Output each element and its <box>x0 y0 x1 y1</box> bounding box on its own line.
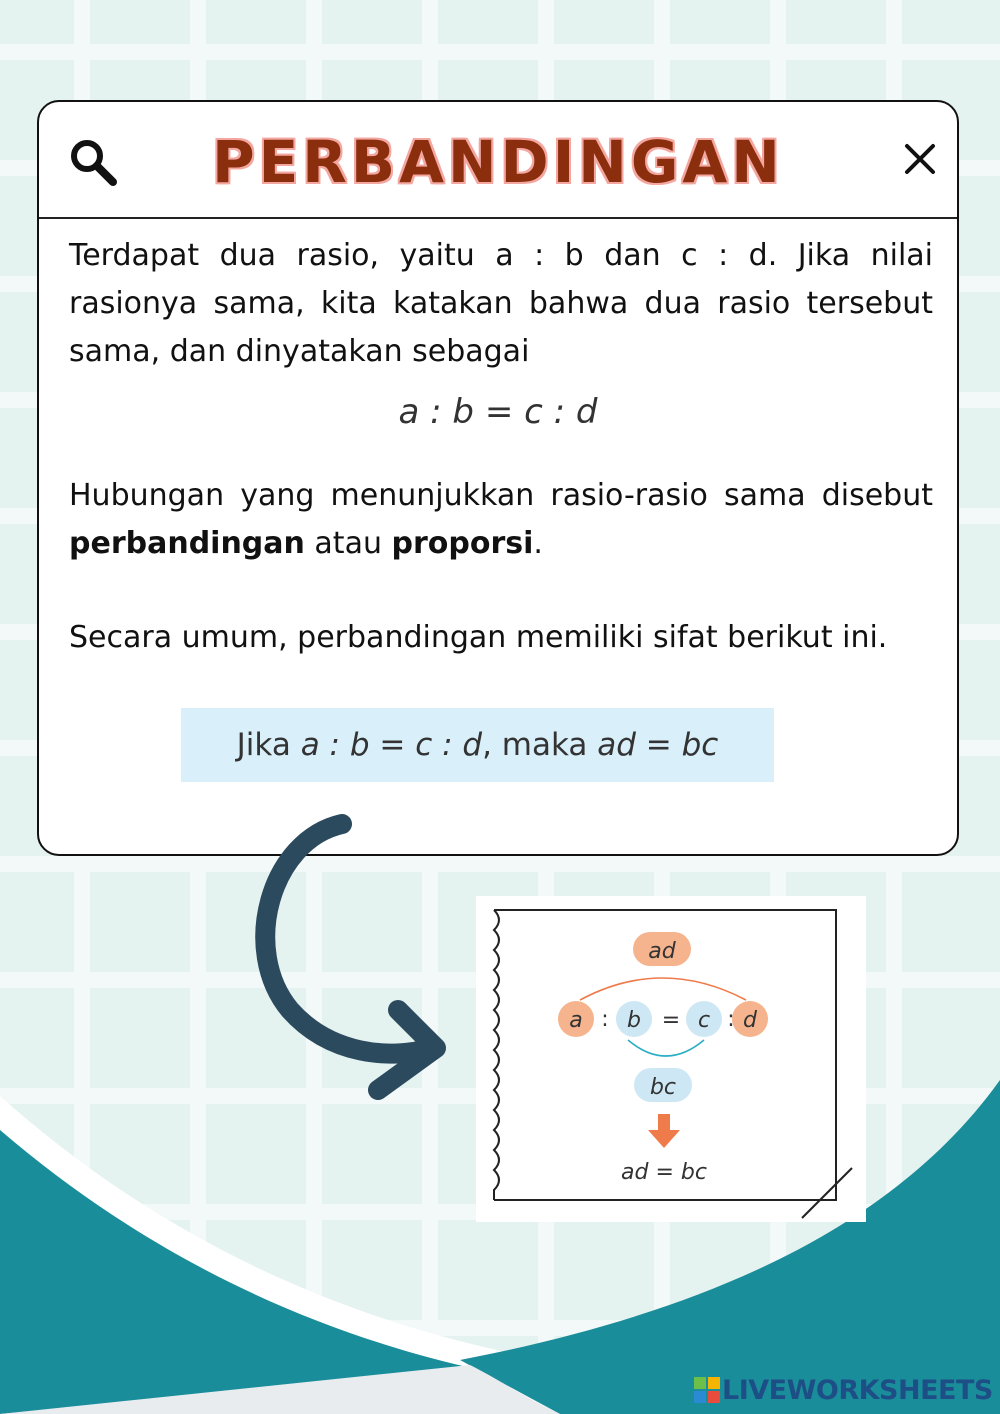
ratio-formula: a : b = c : d <box>398 392 598 432</box>
logo-text: LIVEWORKSHEETS <box>722 1374 993 1406</box>
property-ratio: a : b = c : d <box>300 727 483 763</box>
definition-text-mid: atau <box>304 526 392 561</box>
cross-multiplication-diagram <box>476 896 866 1222</box>
term-perbandingan: perbandingan <box>69 526 305 561</box>
diagram-figure <box>476 896 866 1222</box>
bottom-label-bc: bc <box>649 1075 677 1100</box>
term-a: a <box>569 1008 583 1033</box>
colon-right: : <box>727 1007 735 1032</box>
intro-paragraph: Terdapat dua rasio, yaitu a : b dan c : d. Jika nilai rasionya sama, kita katakan bahwa dua rasio tersebut sama, dan dinyatakan sebagai <box>69 238 933 369</box>
liveworksheets-logo <box>694 1372 993 1408</box>
top-label-ad: ad <box>648 939 676 964</box>
property-intro-paragraph: Secara umum, perbandingan memiliki sifat berikut ini. <box>69 620 888 655</box>
term-proporsi: proporsi <box>391 526 534 561</box>
result-equation: ad = bc <box>621 1160 707 1185</box>
equals-sign: = <box>661 1008 681 1033</box>
term-b: b <box>627 1008 641 1033</box>
down-arrow-icon <box>648 1114 680 1148</box>
definition-text-end: . <box>533 526 543 561</box>
definition-text-start: Hubungan yang menunjukkan rasio-rasio sama disebut <box>69 478 933 513</box>
curved-arrow-icon <box>250 810 460 1110</box>
term-d: d <box>743 1008 757 1033</box>
page-title: PERBANDINGAN <box>212 128 784 196</box>
property-prefix: Jika <box>236 727 291 763</box>
close-icon[interactable] <box>901 140 939 178</box>
property-highlight-box <box>181 708 774 782</box>
logo-icon <box>694 1377 720 1403</box>
property-middle: , maka <box>482 727 588 763</box>
colon-left: : <box>601 1007 609 1032</box>
card-header <box>39 102 957 219</box>
property-result: ad = bc <box>597 727 719 763</box>
definition-paragraph <box>69 472 933 568</box>
term-c: c <box>697 1008 711 1033</box>
content-card <box>37 100 959 856</box>
